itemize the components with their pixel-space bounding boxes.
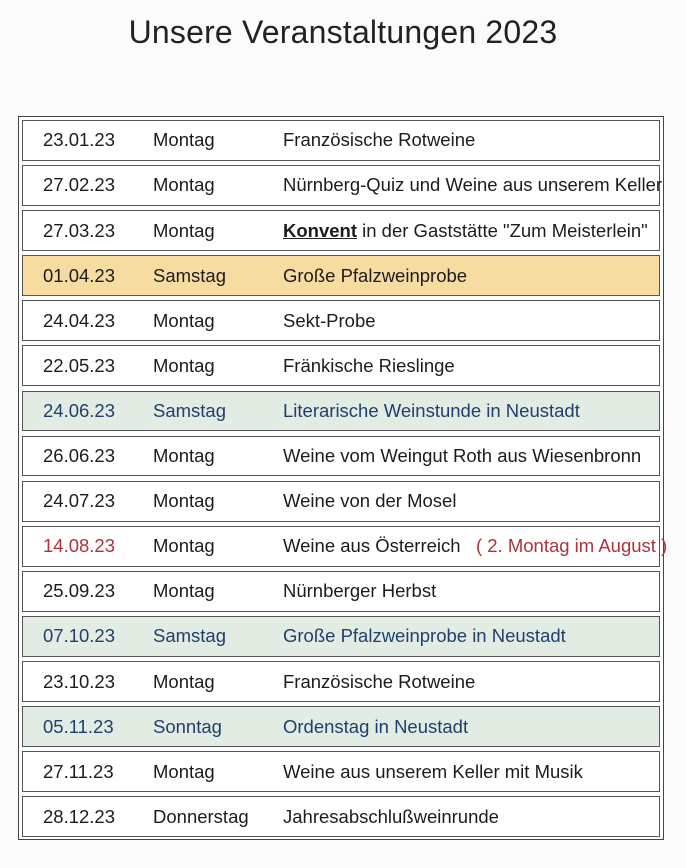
event-title: [283, 220, 648, 242]
table-row: [22, 300, 660, 341]
event-keyword: Konvent: [283, 219, 357, 241]
event-note: ( 2. Montag im August ): [475, 535, 668, 557]
event-weekday: Samstag: [153, 264, 227, 286]
event-date: 27.03.23: [43, 219, 116, 241]
event-weekday: Montag: [153, 445, 215, 467]
table-row-highlighted: [22, 391, 660, 432]
table-row-highlighted: [22, 255, 660, 296]
event-weekday: Samstag: [153, 399, 227, 421]
table-row: [22, 751, 660, 792]
event-date: 27.02.23: [43, 174, 116, 196]
event-date: 24.07.23: [43, 490, 116, 512]
event-date: 26.06.23: [43, 445, 116, 467]
event-weekday: Donnerstag: [153, 805, 249, 827]
event-weekday: Samstag: [153, 625, 227, 647]
event-title: Große Pfalzweinprobe: [283, 264, 468, 286]
event-date: 14.08.23: [43, 535, 116, 557]
event-weekday: Montag: [153, 580, 215, 602]
table-row: [22, 120, 660, 161]
event-title: Nürnberg-Quiz und Weine aus unserem Keller: [283, 174, 663, 196]
table-row: [22, 165, 663, 206]
table-row-highlighted: [22, 616, 660, 657]
event-date: 22.05.23: [43, 354, 116, 376]
event-title: Französische Rotweine: [283, 129, 476, 151]
event-weekday: Montag: [153, 219, 215, 241]
event-date: 01.04.23: [43, 264, 116, 286]
event-weekday: Montag: [153, 354, 215, 376]
page-title: Unsere Veranstaltungen 2023: [128, 14, 558, 50]
event-date: 25.09.23: [43, 580, 116, 602]
table-row: [22, 526, 668, 567]
event-weekday: Montag: [153, 490, 215, 512]
table-row-highlighted: [22, 706, 660, 747]
event-title: [283, 535, 667, 557]
table-row: [22, 436, 660, 477]
event-weekday: Sonntag: [153, 715, 222, 737]
table-row: [22, 661, 660, 702]
table-row: [22, 571, 660, 612]
event-date: 24.04.23: [43, 309, 116, 331]
event-date: 23.10.23: [43, 670, 116, 692]
event-title: Weine vom Weingut Roth aus Wiesenbronn: [283, 445, 642, 467]
table-row: [22, 796, 660, 837]
event-title: Literarische Weinstunde in Neustadt: [283, 399, 580, 421]
event-title: Nürnberger Herbst: [283, 580, 437, 602]
event-title: Große Pfalzweinprobe in Neustadt: [283, 625, 566, 647]
table-row: [22, 210, 660, 251]
event-title: Ordenstag in Neustadt: [283, 715, 469, 737]
events-table: [18, 116, 668, 840]
event-date: 05.11.23: [43, 715, 114, 737]
table-row: [22, 345, 660, 386]
event-weekday: Montag: [153, 535, 215, 557]
event-title: Weine von der Mosel: [283, 490, 457, 512]
event-date: 28.12.23: [43, 805, 116, 827]
event-date: 07.10.23: [43, 625, 116, 647]
event-weekday: Montag: [153, 760, 215, 782]
event-weekday: Montag: [153, 174, 215, 196]
event-date: 27.11.23: [43, 760, 114, 782]
event-weekday: Montag: [153, 309, 215, 331]
event-date: 23.01.23: [43, 129, 116, 151]
event-title-rest: in der Gaststätte "Zum Meisterlein": [357, 219, 648, 241]
table-row: [22, 481, 660, 522]
event-title: Fränkische Rieslinge: [283, 354, 455, 376]
event-title: Weine aus unserem Keller mit Musik: [283, 760, 583, 782]
event-title: Jahresabschlußweinrunde: [283, 805, 499, 827]
event-weekday: Montag: [153, 129, 215, 151]
event-title: Französische Rotweine: [283, 670, 476, 692]
event-date: 24.06.23: [43, 399, 116, 421]
event-title-text: Weine aus Österreich: [283, 535, 461, 557]
event-weekday: Montag: [153, 670, 215, 692]
event-title: Sekt-Probe: [283, 309, 376, 331]
